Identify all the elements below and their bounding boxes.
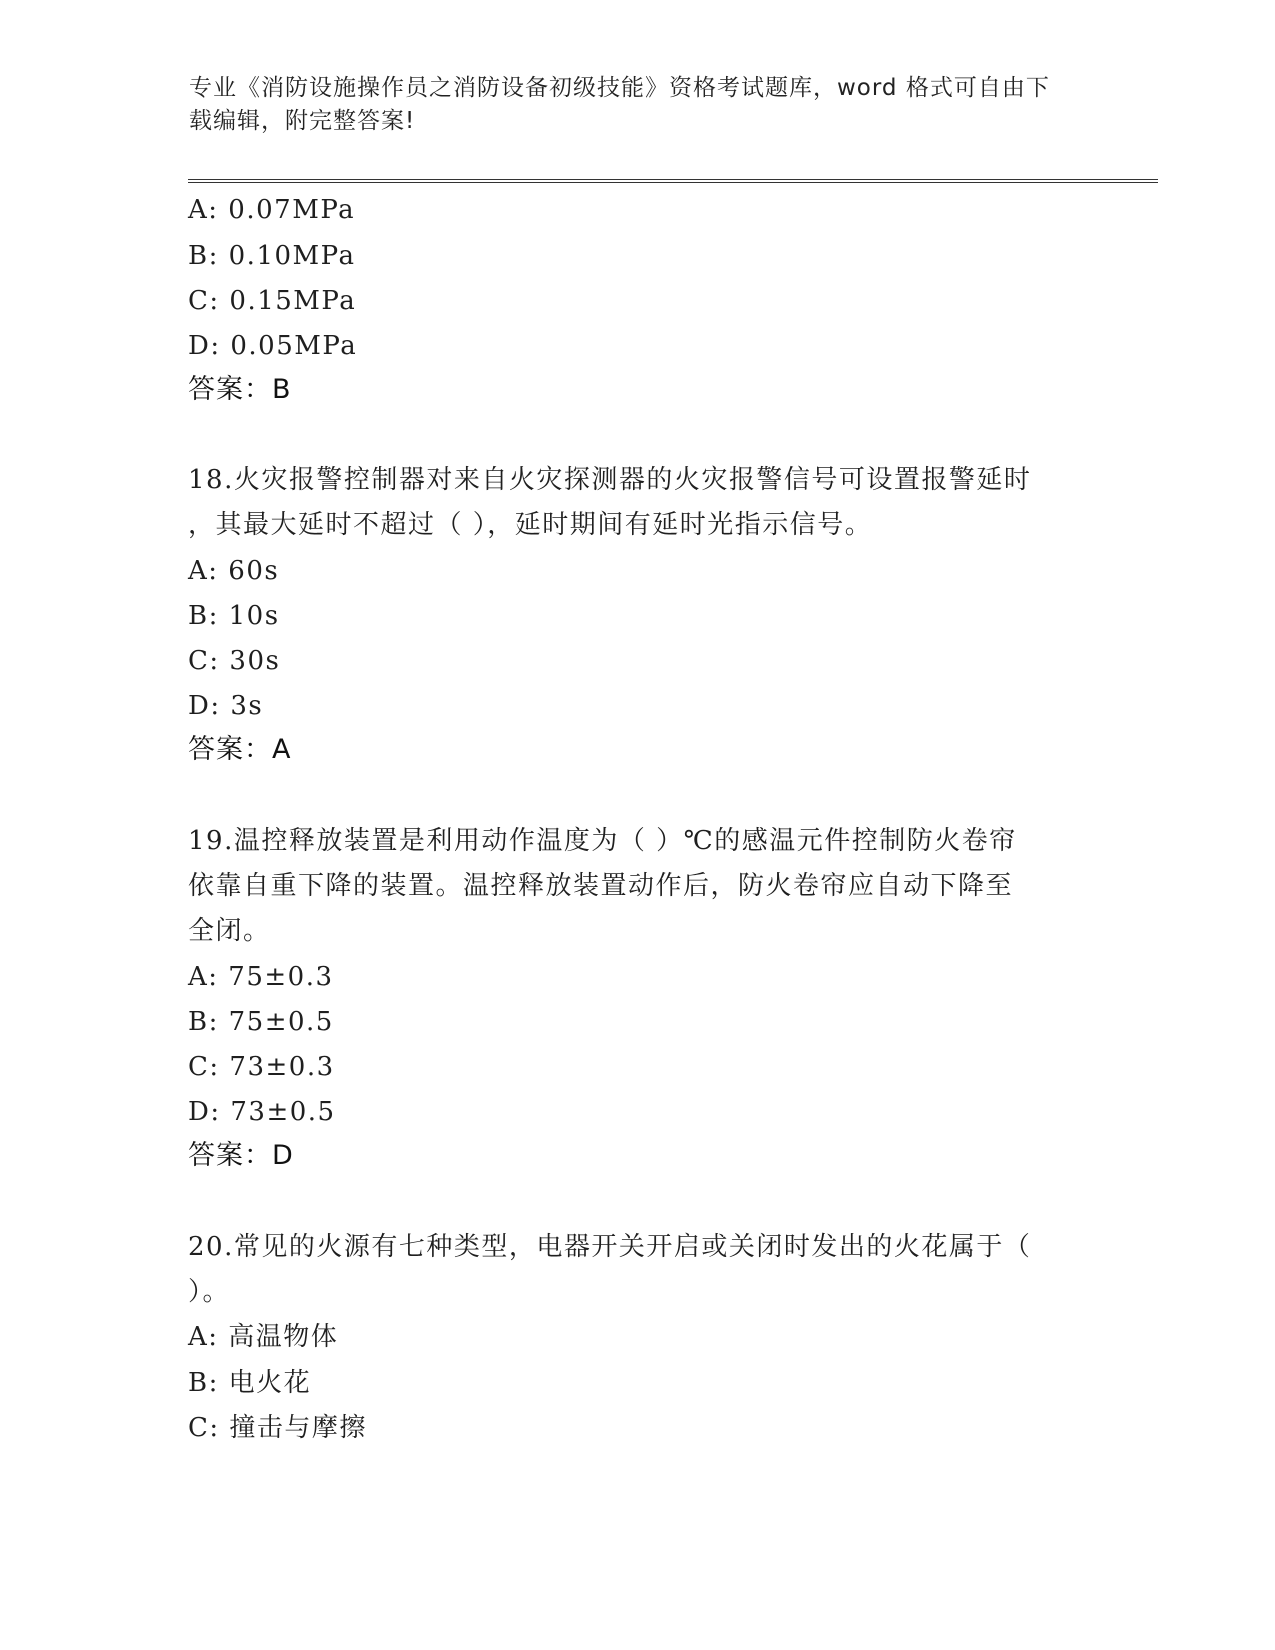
q20-stem-line-2: ）。 [188,1277,231,1307]
q18-stem-line-1: 18.火灾报警控制器对来自火灾探测器的火灾报警信号可设置报警延时 [188,465,1032,495]
q17-option-b: B: 0.10MPa [188,241,356,271]
q19-option-a: A: 75±0.3 [188,962,334,992]
q17-answer: 答案：B [188,374,292,405]
header-line-2: 载编辑，附完整答案! [189,108,416,134]
page-header [189,72,1089,138]
q18-answer: 答案：A [188,734,292,765]
q19-stem-line-2: 依靠自重下降的装置。温控释放装置动作后，防火卷帘应自动下降至 [188,871,1014,901]
q19-option-d: D: 73±0.5 [188,1097,336,1127]
q18-stem-line-2: ，其最大延时不超过（ ），延时期间有延时光指示信号。 [188,510,873,540]
q19-stem-line-3: 全闭。 [188,916,271,946]
q20-stem-line-1: 20.常见的火源有七种类型，电器开关开启或关闭时发出的火花属于（ [188,1232,1032,1262]
q18-option-a: A: 60s [188,556,280,586]
header-line-1: 专业《消防设施操作员之消防设备初级技能》资格考试题库，word 格式可自由下 [189,75,1050,101]
q19-answer: 答案：D [188,1140,294,1171]
q18-option-b: B: 10s [188,601,280,631]
q17-option-a: A: 0.07MPa [188,195,356,225]
q18-option-c: C: 30s [188,646,281,676]
q19-stem-line-1: 19.温控释放装置是利用动作温度为（ ）℃的感温元件控制防火卷帘 [188,826,1017,856]
q19-option-c: C: 73±0.3 [188,1052,335,1082]
header-double-rule [188,179,1158,183]
q17-option-d: D: 0.05MPa [188,331,358,361]
q20-option-b: B: 电火花 [188,1368,312,1398]
q20-option-c: C: 撞击与摩擦 [188,1413,367,1443]
q20-option-a: A: 高温物体 [188,1322,339,1352]
q18-option-d: D: 3s [188,691,264,721]
q17-option-c: C: 0.15MPa [188,286,357,316]
q19-option-b: B: 75±0.5 [188,1007,334,1037]
